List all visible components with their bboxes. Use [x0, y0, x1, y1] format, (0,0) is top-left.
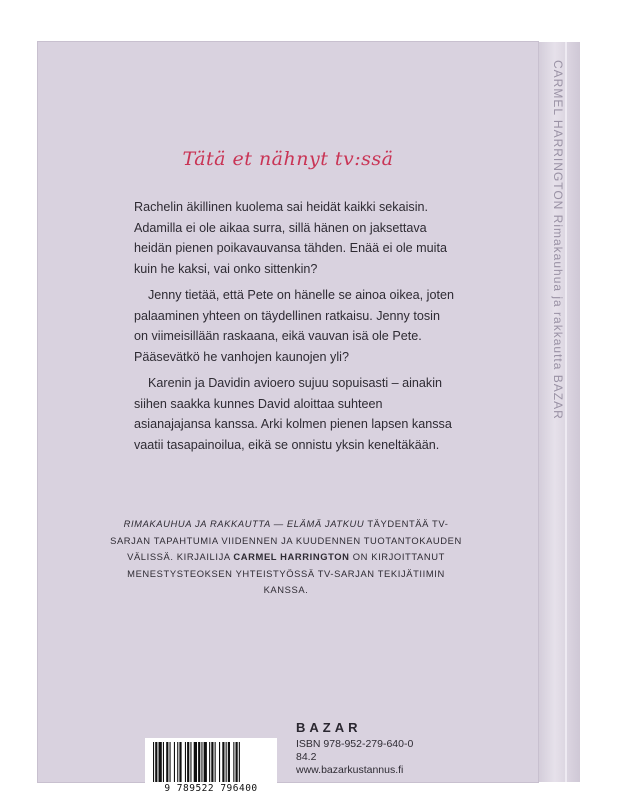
publisher-url: www.bazarkustannus.fi	[296, 764, 404, 776]
blurb-text-2: ON KIRJOITTANUT MENESTYSTEOKSEN YHTEISTYÖSSÄ TV-SARJAN TEKIJÄTIIMIN KANSSA.	[127, 551, 445, 595]
isbn-barcode	[145, 738, 277, 796]
synopsis-paragraph-3: Karenin ja Davidin avioero sujuu sopuisasti – ainakin siihen saakka kunnes David aloittaa suhteen asianajajansa kanssa. Arki kolmen pienen lapsen kanssa vaatii tasapainoilua, eikä se onnistu yksin keneltäkään.	[134, 376, 452, 452]
publisher-info	[296, 721, 413, 777]
synopsis-paragraph-1: Rachelin äkillinen kuolema sai heidät kaikki sekaisin. Adamilla ei ole aikaa surra, sillä hänen on jaksettava heidän pienen poikavauvansa tähden. Enää ei ole muita kuin he kaksi, vai onko sittenkin?	[134, 200, 447, 276]
synopsis	[134, 197, 456, 461]
isbn-line: ISBN 978-952-279-640-0	[296, 738, 414, 750]
synopsis-paragraph-2: Jenny tietää, että Pete on hänelle se ainoa oikea, joten palaaminen yhteen on täydellinen ratkaisu. Jenny tosin on viimeisillään raskaana, eikä vauvan isä ole Pete. Pääsevätkö he vanhojen kaunojen yli?	[134, 288, 454, 364]
spine-edge	[565, 42, 567, 782]
barcode-bars	[153, 742, 269, 782]
spine-lettering	[551, 60, 565, 750]
blurb-author: CARMEL HARRINGTON	[233, 551, 350, 562]
spine-label: CARMEL HARRINGTON Rimakauhua ja rakkautta BAZAR	[551, 60, 565, 420]
classification: 84.2	[296, 751, 317, 763]
publisher-logo: BAZAR	[296, 720, 362, 735]
blurb-series-title: RIMAKAUHUA JA RAKKAUTTA — ELÄMÄ JATKUU	[123, 518, 365, 529]
series-blurb	[108, 516, 464, 599]
cover-heading: Tätä et nähnyt tv:ssä	[182, 148, 394, 170]
blurb-text-1: TÄYDENTÄÄ TV-SARJAN TAPAHTUMIA VIIDENNEN JA KUUDENNEN TUOTANTOKAUDEN VÄLISSÄ. KIRJAILIJA	[110, 518, 462, 562]
barcode-digits: 9 789522 796400	[164, 783, 258, 794]
back-cover	[38, 42, 538, 794]
